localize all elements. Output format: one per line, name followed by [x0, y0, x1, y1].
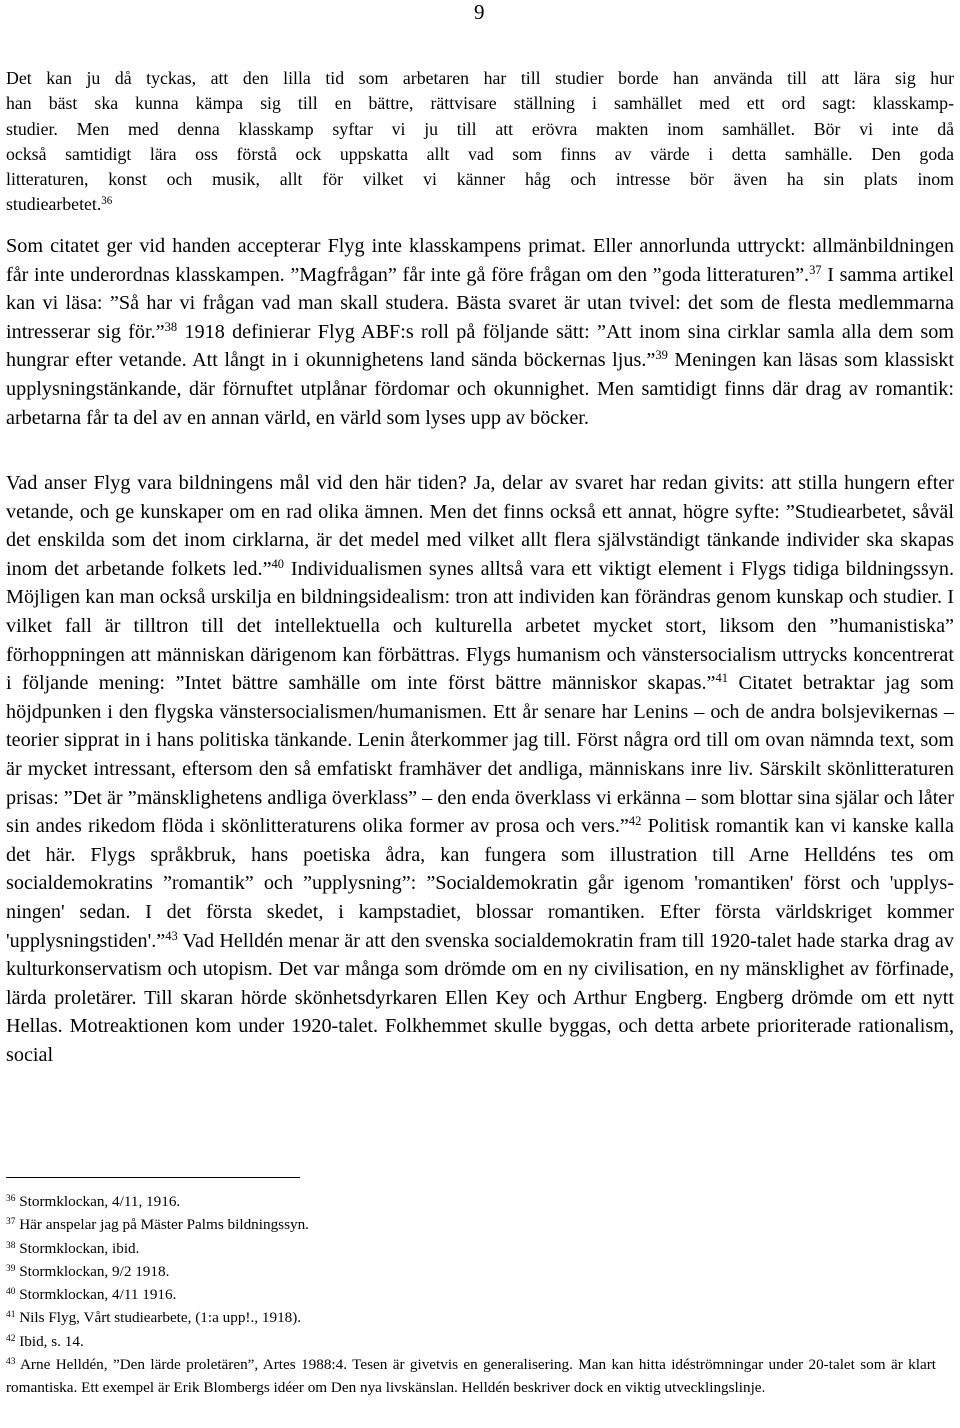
text-segment: Politisk romantik kan vi kanske kalla det här. Flygs språkbruk, hans poetiska ådra, kan fungera som illustration till Arne Helldéns tes om socialdemokratins ”romantik” och ”upplysning”: ”Socialdemokratin går igenom 'romantiken' först och 'upplysningen' sedan. I det första skedet, i kampstadiet, blossar romantiken. Efter första världskriget kommer 'upplysningstiden'.” [6, 815, 954, 952]
footnote-text: Ibid, s. 14. [19, 1332, 84, 1350]
quote-line: Det kan ju då tyckas, att den lilla tid som arbetaren har till studier borde han använda till att lära sig hur [6, 68, 954, 88]
footnote-reference[interactable]: 41 [715, 671, 728, 686]
block-quote [6, 66, 954, 218]
footnote [6, 1330, 954, 1353]
text-segment: 1918 definierar Flyg ABF:s roll på följande sätt: ”Att inom sina cirklar samla alla dem som hungrar efter vetande. Att långt in i okunnighetens land sända böckernas ljus.” [6, 320, 955, 372]
footnote [6, 1306, 954, 1329]
footnote [6, 1190, 954, 1213]
footnote-number: 38 [6, 1240, 16, 1251]
text-segment: Individualismen synes alltså vara ett viktigt element i Flygs tidiga bildningssyn. Möjligen kan man också urskilja en bildningsidealism: tron att individen kan förändras genom kunskap och studier. I vilket fall är tilltron till det intellektuella och kulturella arbetet mycket stort, liksom den ”humanistiska” förhoppningen att människan därigenom kan förbättras. Flygs humanism och vänstersocialism uttrycks koncentrerat i följande mening: ”Intet bättre samhälle om inte först bättre människor skapas.” [6, 557, 955, 695]
footnote-reference[interactable]: 38 [164, 319, 178, 334]
footnote-reference[interactable]: 40 [271, 556, 285, 571]
footnotes [6, 1190, 954, 1400]
footnote-text: Stormklockan, 4/11, 1916. [19, 1193, 181, 1210]
footnote-number: 39 [6, 1263, 16, 1274]
text-segment: I samma artikel kan vi läsa: ”Så har vi frågan vad man skall studera. Bästa svaret är utan tvivel: det som de flesta medlemmarna intresserar sig för.” [6, 263, 954, 343]
text-segment: Vad Helldén menar är att den svenska socialdemokratin fram till 1920-talet hade starka drag av kulturkonservatism och utopism. Det var många som drömde om en ny civilisation, en ny mänsklighet av förfinade, lärda proletärer. Till skaran hörde skönhetsdyrkaren Ellen Key och Arthur Engberg. Engberg drömde om ett nytt Hellas. Motreaktionen kom under 1920-talet. Folkhemmet skulle byggas, och detta arbete prioriterade rationalism, social [6, 929, 954, 1066]
footnote-number: 37 [6, 1217, 16, 1228]
footnote-number: 43 [6, 1356, 16, 1367]
footnote-text: Stormklockan, 4/11 1916. [19, 1286, 177, 1304]
footnote-text: Stormklockan, 9/2 1918. [19, 1262, 170, 1280]
quote-line: litteraturen, konst och musik, allt för vilket vi känner håg och intresse bör även ha sin plats inom [6, 169, 954, 190]
footnote-reference[interactable]: 37 [809, 262, 822, 277]
text-segment: Vad anser Flyg vara bildningens mål vid den här tiden? Ja, delar av svaret har redan givits: att stilla hungern efter vetande, och ge kunskaper om en rad olika ämnen. Men det finns också ett annat, högre syfte: ”Studiearbetet, såväl det enskilda som det inom cirklarna, är det medel med vilket allt flera självständigt tänkande individer ska skapas inom det arbetande folkets led.” [6, 472, 954, 580]
footnote-text: Arne Helldén, ”Den lärde proletären”, Artes 1988:4. Tesen är givetvis en generalisering. Man kan hitta idéströmningar under 20-talet som är klart romantiska. Ett exempel är Erik Blombergs idéer om Den nya livskänslan. Helldén beskriver dock en viktig utvecklingslinje. [6, 1356, 936, 1397]
body-paragraph [6, 232, 954, 432]
text-segment: Citatet betraktar jag som höjdpunken i den flygska vänstersocialismen/humanismen. Ett år senare har Lenins – och de andra bolsjevikernas – teorier sipprat in i hans politiska tänkande. Lenin återkommer jag till. Först några ord till om ovan nämnda text, som är mycket intressant, eftersom den så emfatiskt framhäver det andliga, människans inre liv. Särskilt skönlitteraturen prisas: ”Det är ”mänsklighetens andliga överklass” – den enda överklass vi erkänna – som blottar sina själar och låter sin andes rikedom flöda i skönlitteraturens olika former av prosa och vers.” [6, 672, 954, 838]
footnote-text: Här anspelar jag på Mäster Palms bildningssyn. [19, 1216, 309, 1234]
body-paragraph [6, 469, 954, 1069]
footnote [6, 1283, 954, 1306]
footnote-reference[interactable]: 42 [628, 814, 642, 829]
footnote [6, 1237, 954, 1260]
quote-line: studier. Men med denna klasskamp syftar vi ju till att erövra makten inom samhället. Bör vi inte då [6, 118, 954, 139]
footnote-text: Nils Flyg, Vårt studiearbete, (1:a upp!., 1918). [19, 1309, 302, 1327]
footnote [6, 1260, 954, 1283]
footnote-number: 41 [6, 1310, 16, 1321]
quote-line: studiearbetet. [6, 194, 102, 215]
quote-line: han bäst ska kunna kämpa sig till en bättre, rättvisare ställning i samhället med ett ord sagt: klasskamp- [6, 93, 954, 114]
footnote-number: 40 [6, 1287, 16, 1298]
footnote-reference[interactable]: 39 [655, 348, 668, 363]
footnote [6, 1353, 936, 1400]
text-segment: Meningen kan läsas som klassiskt upplysningstänkande, där förnuftet utplånar fördomar och okunnighet. Men samtidigt finns där drag av romantik: arbetarna får ta del av en annan värld, en värld som lyses upp av böcker. [6, 349, 954, 429]
quote-line: också samtidigt lära oss förstå ock uppskatta allt vad som finns av värde i detta samhälle. Den goda [6, 143, 954, 164]
footnote [6, 1213, 954, 1236]
footnote-separator [6, 1177, 300, 1178]
footnote-number: 36 [6, 1193, 16, 1204]
footnote-text: Stormklockan, ibid. [19, 1239, 140, 1257]
footnote-reference[interactable]: 43 [165, 928, 178, 943]
footnote-reference[interactable]: 36 [101, 195, 113, 208]
text-segment: Som citatet ger vid handen accepterar Flyg inte klasskampens primat. Eller annorlunda uttryckt: allmänbildningen får inte underordnas klasskampen. ”Magfrågan” får inte gå före frågan om den ”goda litteraturen”. [6, 235, 954, 286]
page-number: 9 [474, 0, 485, 24]
footnote-number: 42 [6, 1333, 16, 1344]
